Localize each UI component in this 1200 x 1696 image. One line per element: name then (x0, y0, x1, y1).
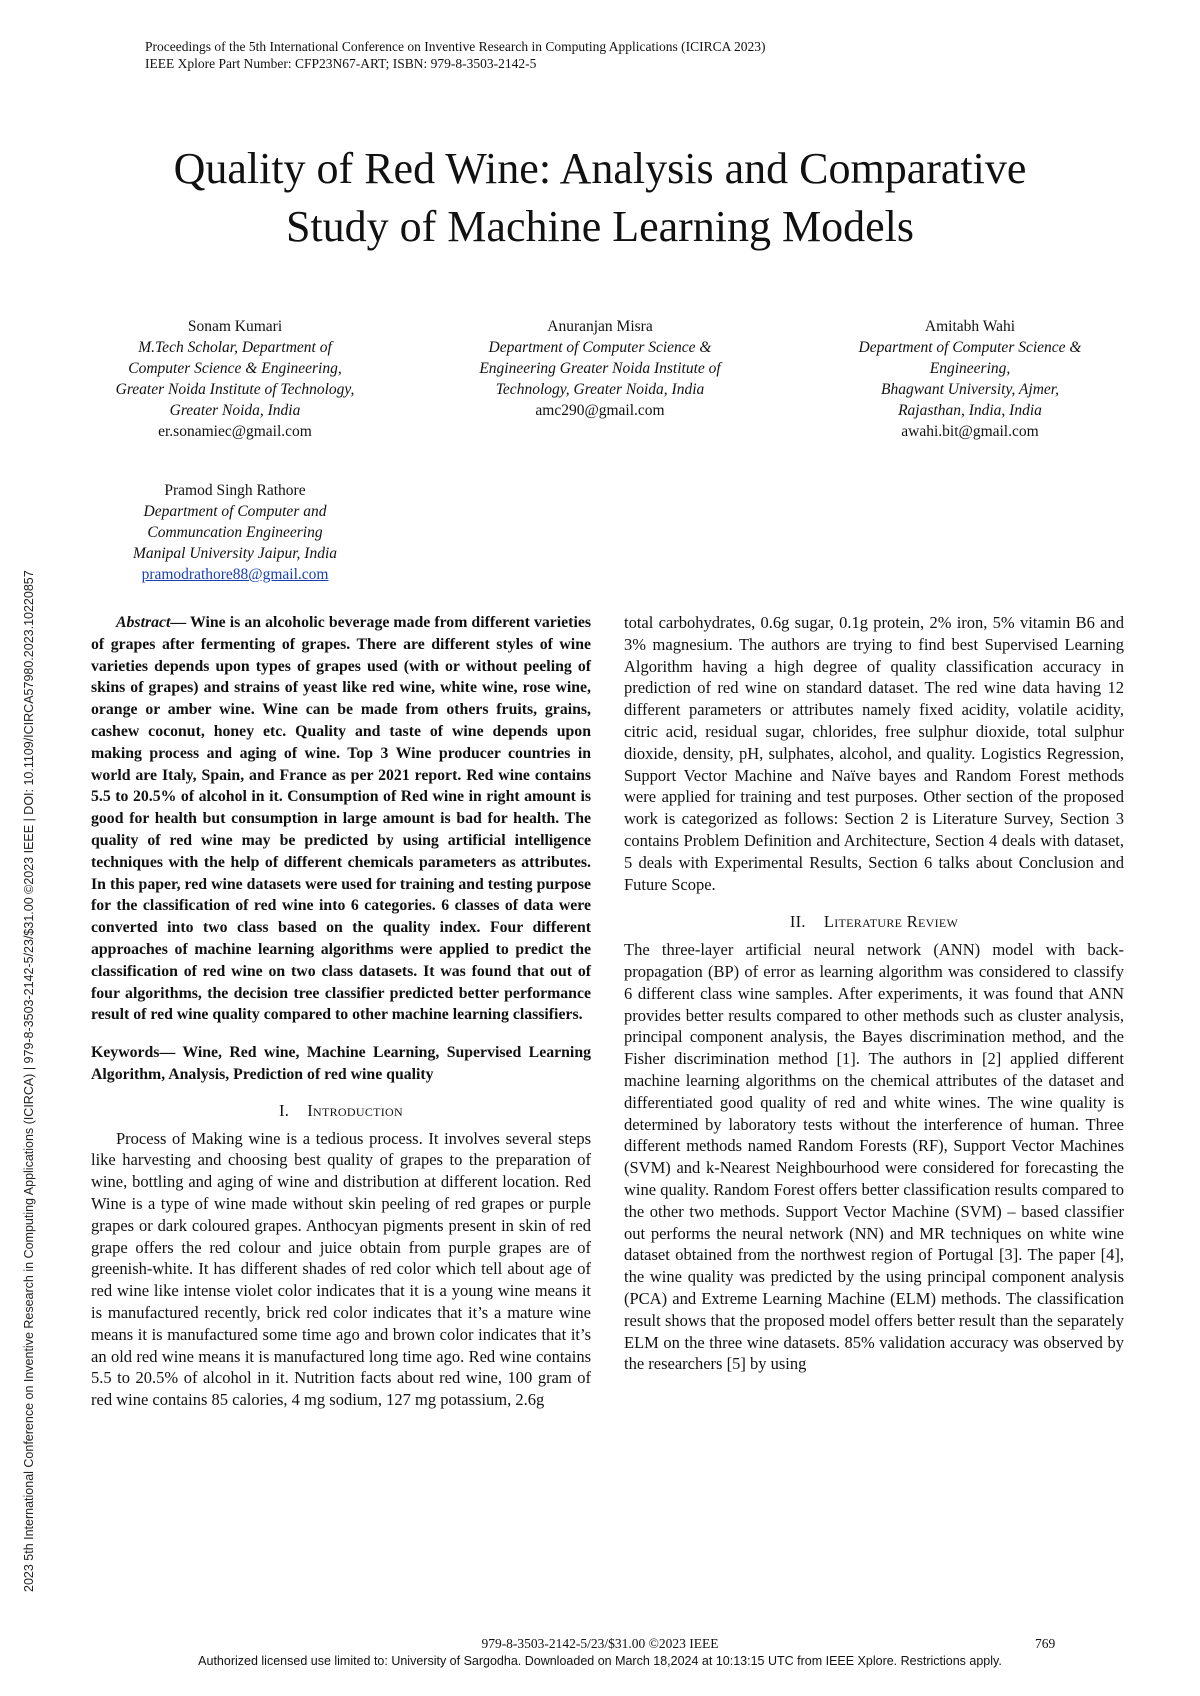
section-heading-introduction (91, 1100, 591, 1122)
author-name: Anuranjan Misra (547, 318, 653, 335)
author-name: Amitabh Wahi (924, 318, 1016, 335)
introduction-continuation: total carbohydrates, 0.6g sugar, 0.1g protein, 2% iron, 5% vitamin B6 and 3% magnesium. The authors are trying to find best Supervised Learning Algorithm having a high degree of quality classification accuracy in prediction of red wine on standard dataset. The red wine data having 12 different parameters or attributes namely fixed acidity, volatile acidity, citric acid, residual sugar, chlorides, free sulphur dioxide, total sulphur dioxide, density, pH, sulphates, alcohol, and quality. Logistics Regression, Support Vector Machine and Naïve bayes and Random Forest methods were applied for training and test purposes. Other section of the proposed work is categorized as follows: Section 2 is Literature Survey, Section 3 contains Problem Definition and Architecture, Section 4 deals with dataset, 5 deals with Experimental Results, Section 6 talks about Conclusion and Future Scope. (624, 613, 1124, 894)
keywords: Keywords— Wine, Red wine, Machine Learning, Supervised Learning Algorithm, Analysis, Prediction of red wine quality (91, 1044, 591, 1083)
author-email: awahi.bit@gmail.com (901, 423, 1039, 440)
author-affiliation: Bhagwant University, Ajmer, (881, 381, 1059, 398)
section-title: Literature Review (823, 912, 959, 932)
author-block-2 (450, 316, 750, 421)
author-name: Pramod Singh Rathore (164, 482, 306, 499)
abstract-label: Abstract (116, 614, 171, 631)
right-column (624, 612, 1124, 1375)
doi-sidebar: 2023 5th International Conference on Inventive Research in Computing Applications (ICIRCA) | 979-8-3503-2142-5/23/$31.00 ©2023 IEEE | DOI: 10.1109/ICIRCA57980.2023.10220857 (22, 570, 36, 1592)
author-affiliation: Department of Computer Science & (858, 339, 1082, 356)
author-email: er.sonamiec@gmail.com (158, 423, 312, 440)
page-number: 769 (1035, 1636, 1056, 1651)
section-number: II. (789, 912, 806, 932)
author-affiliation: Engineering, (929, 360, 1011, 377)
author-affiliation: Computer Science & Engineering, (128, 360, 342, 377)
author-affiliation: Greater Noida Institute of Technology, (115, 381, 355, 398)
header-proceedings-line: Proceedings of the 5th International Conference on Inventive Research in Computing Applications (ICIRCA 2023) (145, 39, 766, 54)
section-heading-literature-review (624, 911, 1124, 933)
paper-title (0, 140, 1200, 256)
author-affiliation: Rajasthan, India, India (898, 402, 1042, 419)
author-affiliation: Communcation Engineering (147, 524, 323, 541)
author-name: Sonam Kumari (187, 318, 283, 335)
introduction-paragraph: Process of Making wine is a tedious process. It involves several steps like harvesting and choosing best quality of grapes to the preparation of wine, bottling and aging of wine and distribution at different location. Red Wine is a type of wine made without skin peeling of red grapes or purple grapes or dark coloured grapes. Anthocyan pigments present in skin of red grape offers the red colour and juice obtain from purple grapes are of greenish-white. It has different shades of red color which tell about age of red wine like intense violet color indicates that it is a young wine means it is manufactured recently, brick red color indicates that it’s a mature wine means it is manufactured some time ago and brown color indicates that it’s an old red wine means it is manufactured long time ago. Red wine contains 5.5 to 20.5% of alcohol in it. Nutrition facts about red wine, 100 gram of red wine contains 85 calories, 4 mg sodium, 127 mg potassium, 2.6g (91, 1128, 591, 1410)
author-affiliation: M.Tech Scholar, Department of (138, 339, 332, 356)
author-block-1 (85, 316, 385, 442)
author-block-4 (85, 480, 385, 585)
title-line-2: Study of Machine Learning Models (285, 202, 915, 251)
author-email: amc290@gmail.com (535, 402, 665, 419)
abstract (91, 612, 591, 1026)
section-title: Introduction (307, 1100, 403, 1120)
abstract-text: — Wine is an alcoholic beverage made from different varieties of grapes after fermenting of grapes. There are different styles of wine varieties depends upon types of grapes used (with or without peeling of skins of grapes) and strains of yeast like red wine, white wine, rose wine, orange or amber wine. Wine can be made from others fruits, grains, cashew coconut, honey etc. Quality and taste of wine depends upon making process and aging of wine. Top 3 Wine producer countries in world are Italy, Spain, and France as per 2021 report. Red wine contains 5.5 to 20.5% of alcohol in it. Consumption of Red wine in right amount is good for health but consumption in large amount is bad for health. The quality of red wine may be predicted by using artificial intelligence techniques with the help of different chemicals parameters as attributes. In this paper, red wine datasets were used for training and testing purpose for the classification of red wine into 6 categories. 6 classes of data were converted into two class based on the quality index. Four different approaches of machine learning algorithms were applied to predict the classification of red wine on two class datasets. It was found that out of four algorithms, the decision tree classifier predicted better performance result of red wine quality compared to other machine learning classifiers. (91, 614, 591, 1024)
author-affiliation: Technology, Greater Noida, India (495, 381, 705, 398)
author-affiliation: Engineering Greater Noida Institute of (479, 360, 721, 377)
section-number: I. (279, 1100, 290, 1120)
author-block-3 (820, 316, 1120, 442)
literature-review-paragraph: The three-layer artificial neural network (ANN) model with back-propagation (BP) of error as learning algorithm was considered to classify 6 different class wine samples. After experiments, it was found that ANN provides better results compared to other methods such as cluster analysis, principal component analysis, the Bayes discrimination method, and the Fisher discrimination method [1]. The authors in [2] applied different machine learning algorithms on the chemical attributes of the dataset and differentiated good quality of red and white wines. The wine quality is determined by laboratory tests without the interference of human. Three different methods named Random Forests (RF), Support Vector Machines (SVM) and k-Nearest Neighbourhood were considered for forecasting the wine quality. Random Forest offers better classification results compared to the other two methods. Support Vector Machine (SVM) – based classifier out performs the neural network (NN) and MR techniques on white wine dataset obtained from the northwest region of Portugal [3]. The paper [4], the wine quality was predicted by the using principal component analysis (PCA) and Extreme Learning Machine (ELM) methods. The classification result shows that the proposed model offers better result than the separately ELM on the three wine datasets. 85% validation accuracy was observed by the researchers [5] by using (624, 940, 1124, 1374)
header-isbn-line: IEEE Xplore Part Number: CFP23N67-ART; ISBN: 979-8-3503-2142-5 (145, 56, 537, 71)
title-line-1: Quality of Red Wine: Analysis and Comparative (173, 144, 1027, 193)
left-column (91, 612, 591, 1411)
author-email-link[interactable]: pramodrathore88@gmail.com (141, 566, 329, 583)
author-affiliation: Manipal University Jaipur, India (132, 545, 338, 562)
author-affiliation: Department of Computer Science & (488, 339, 712, 356)
conference-header (145, 38, 766, 72)
author-affiliation: Department of Computer and (143, 503, 327, 520)
footer-copyright: 979-8-3503-2142-5/23/$31.00 ©2023 IEEE (481, 1636, 719, 1651)
license-notice: Authorized licensed use limited to: University of Sargodha. Downloaded on March 18,2024 at 10:13:15 UTC from IEEE Xplore. Restrictions apply. (198, 1654, 1002, 1668)
author-affiliation: Greater Noida, India (169, 402, 301, 419)
